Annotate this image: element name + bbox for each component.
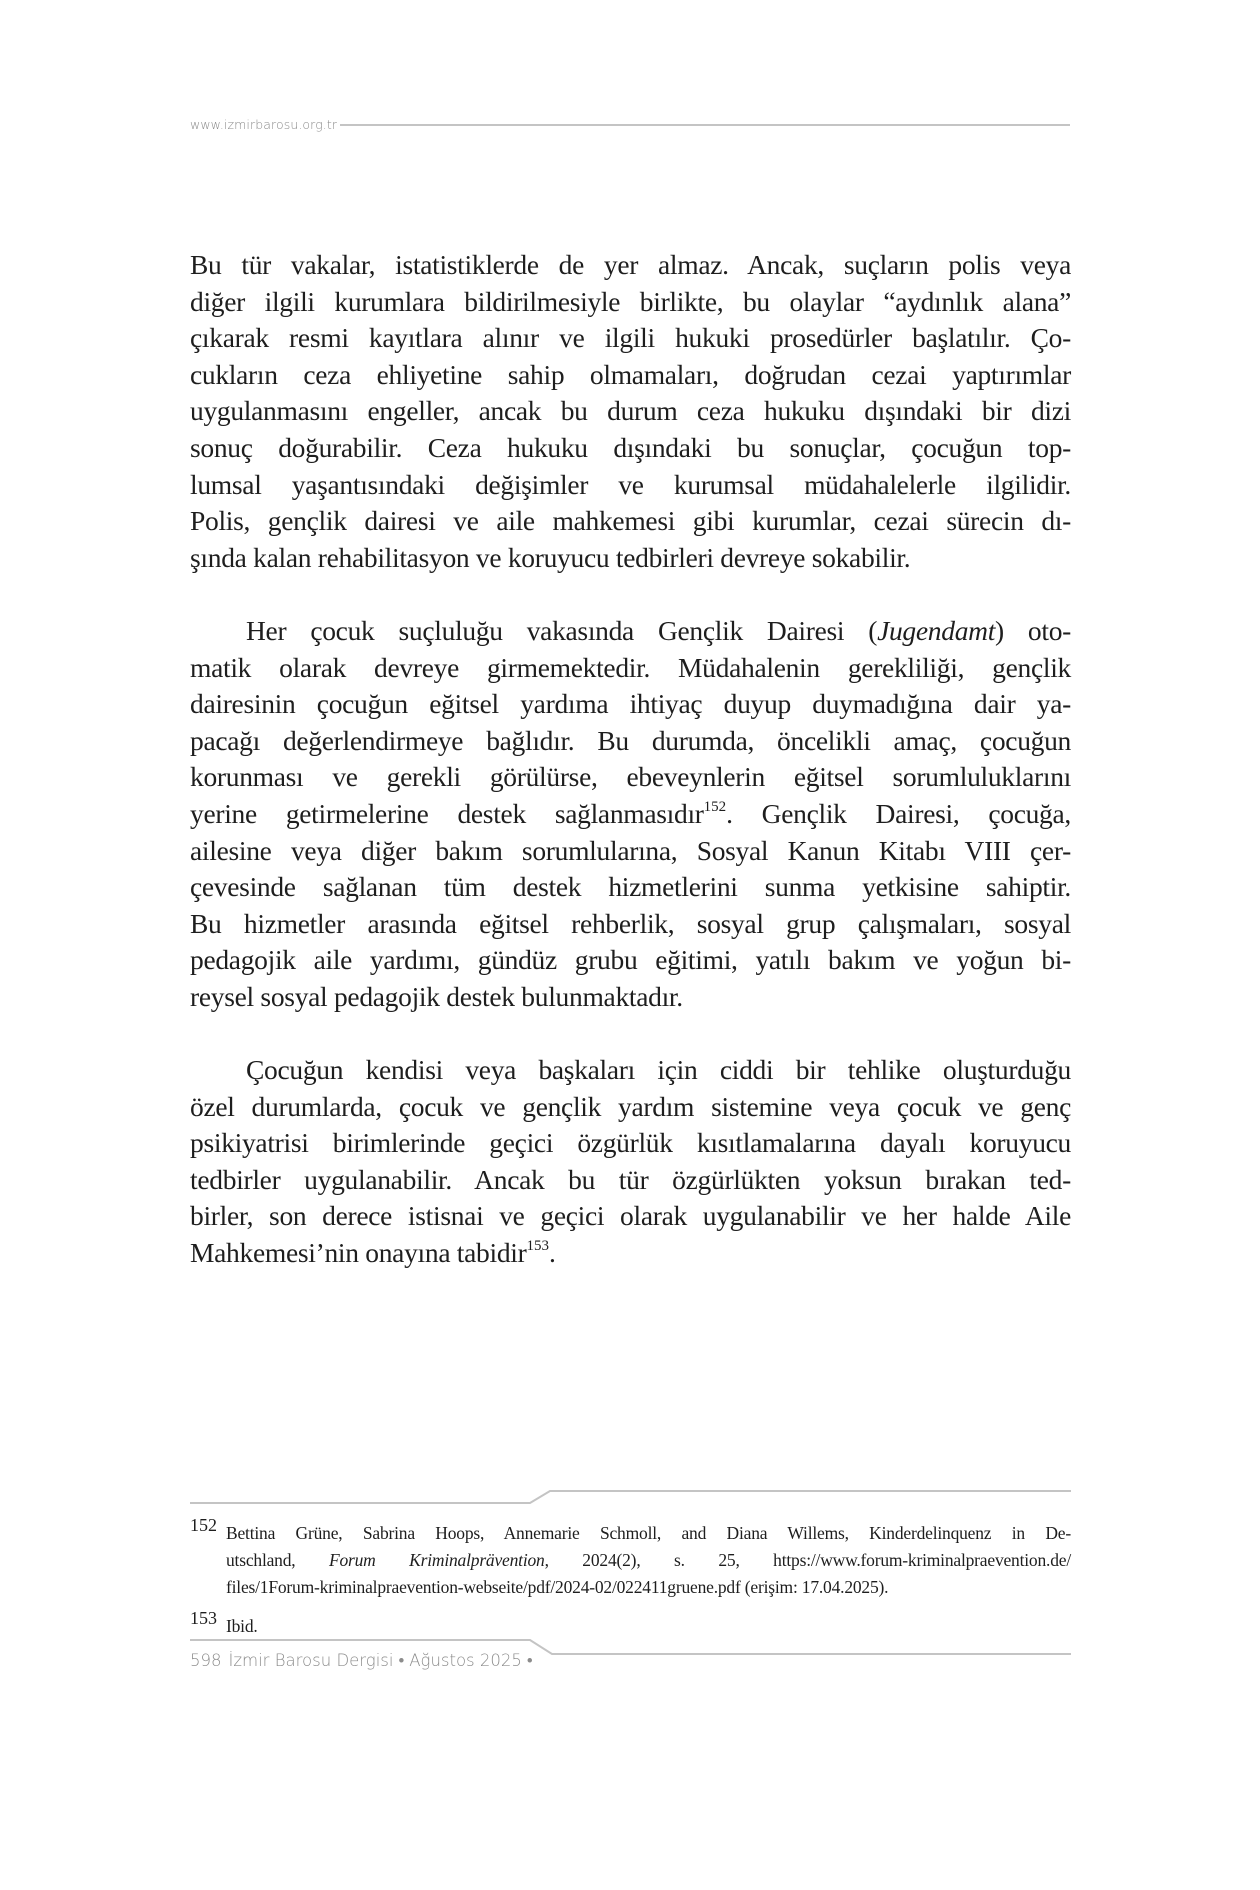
footnote-ref-152[interactable]: 152: [703, 798, 727, 815]
text-line: çıkarak resmi kayıtlara alınır ve ilgili hukuki prosedürler başlatılır. Ço-: [190, 322, 1071, 354]
footnote-153: [190, 1608, 1071, 1640]
footnote-line: [226, 1547, 1071, 1574]
text-line: Çocuğun kendisi veya başkaları için ciddi bir tehlike oluşturduğu: [246, 1054, 1071, 1086]
issue-date: Ağustos 2025: [409, 1651, 522, 1670]
text-line: pacağı değerlendirmeye bağlıdır. Bu durumda, öncelikli amaç, çocuğun: [190, 724, 1071, 756]
text-line: psikiyatrisi birimlerinde geçici özgürlük kısıtlamalarına dayalı koruyucu: [190, 1127, 1071, 1159]
paragraph: [190, 1052, 1071, 1272]
text-line: Polis, gençlik dairesi ve aile mahkemesi gibi kurumlar, cezai sürecin dı-: [190, 505, 1071, 537]
text-span: utschland,: [226, 1550, 329, 1570]
text-line: [190, 1235, 1071, 1272]
footnote-url-link[interactable]: files/1Forum-kriminalpraevention-webseite/pdf/2024-02/022411gruene.pdf (erişim: 17.04.2025).: [226, 1577, 889, 1597]
bullet-separator: •: [526, 1651, 533, 1670]
footnote-separator: [190, 1489, 1071, 1505]
paragraph-gap: [190, 576, 1071, 613]
paragraph: [190, 247, 1071, 576]
journal-title: Forum Kriminalprävention: [328, 1550, 545, 1570]
footnote-line: Ibid.: [226, 1616, 258, 1636]
text-line: matik olarak devreye girmemektedir. Müdahalenin gerekliliği, gençlik: [190, 651, 1071, 683]
text-span: ) oto-: [995, 614, 1071, 646]
text-span: Her çocuk suçluluğu vakasında Gençlik Dairesi (: [246, 614, 878, 646]
text-line: korunması ve gerekli görülürse, ebeveynlerin eğitsel sorumluluklarını: [190, 761, 1071, 793]
text-line: sonuç doğurabilir. Ceza hukuku dışındaki bu sonuçlar, çocuğun top-: [190, 431, 1071, 463]
text-line: birler, son derece istisnai ve geçici olarak uygulanabilir ve her halde Aile: [190, 1200, 1071, 1232]
text-span: yerine getirmelerine destek sağlanmasıdır: [190, 797, 704, 829]
footnote-line: Bettina Grüne, Sabrina Hoops, Annemarie Schmoll, and Diana Willems, Kinderdelinquenz in De-: [226, 1523, 1071, 1543]
footnote-152: [190, 1515, 1071, 1601]
text-line: Bu hizmetler arasında eğitsel rehberlik, sosyal grup çalışmaları, sosyal: [190, 907, 1071, 939]
text-line: lumsal yaşantısındaki değişimler ve kurumsal müdahalelerle ilgilidir.: [190, 468, 1071, 500]
footnote-number: 153: [190, 1608, 217, 1628]
text-span: . Gençlik Dairesi, çocuğa,: [726, 797, 1071, 829]
text-line: tedbirler uygulanabilir. Ancak bu tür özgürlükten yoksun bırakan ted-: [190, 1163, 1071, 1195]
page-number: 598: [190, 1651, 222, 1670]
footer-text: [190, 1651, 538, 1671]
footnotes: [190, 1515, 1071, 1640]
text-line: reysel sosyal pedagojik destek bulunmaktadır.: [190, 980, 683, 1012]
text-line: diğer ilgili kurumlara bildirilmesiyle birlikte, bu olaylar “aydınlık alana”: [190, 285, 1071, 317]
text-span: .: [549, 1237, 556, 1269]
article-body: [190, 247, 1071, 1272]
paragraph-gap: [190, 1015, 1071, 1052]
header-rule: [340, 124, 1070, 126]
header-url-link[interactable]: www.izmirbarosu.org.tr: [190, 116, 338, 132]
running-header: [190, 114, 1070, 134]
paragraph: [190, 613, 1071, 1016]
text-line: ailesine veya diğer bakım sorumlularına, Sosyal Kanun Kitabı VIII çer-: [190, 834, 1071, 866]
text-span: Mahkemesi’nin onayına tabidir: [190, 1237, 527, 1269]
text-line: pedagojik aile yardımı, gündüz grubu eğitimi, yatılı bakım ve yoğun bi-: [190, 944, 1071, 976]
footnote-number: 152: [190, 1515, 217, 1535]
text-line: şında kalan rehabilitasyon ve koruyucu tedbirleri devreye sokabilir.: [190, 541, 911, 573]
footnote-url-link[interactable]: , 2024(2), s. 25, https://www.forum-kriminalpraevention.de/: [544, 1550, 1071, 1570]
text-line: [190, 796, 1071, 833]
text-line: [190, 613, 1071, 650]
running-footer: [190, 1638, 1071, 1678]
bullet-separator: •: [398, 1651, 405, 1670]
footnote-ref-153[interactable]: 153: [526, 1238, 549, 1255]
text-line: çevesinde sağlanan tüm destek hizmetlerini sunma yetkisine sahiptir.: [190, 871, 1071, 903]
text-line: uygulanmasını engeller, ancak bu durum ceza hukuku dışındaki bir dizi: [190, 395, 1071, 427]
text-line: dairesinin çocuğun eğitsel yardıma ihtiyaç duyup duymadığına dair ya-: [190, 688, 1071, 720]
text-line: Bu tür vakalar, istatistiklerde de yer almaz. Ancak, suçların polis veya: [190, 249, 1071, 280]
text-line: özel durumlarda, çocuk ve gençlik yardım sistemine veya çocuk ve genç: [190, 1090, 1071, 1122]
text-line: cukların ceza ehliyetine sahip olmamaları, doğrudan cezai yaptırımlar: [190, 358, 1071, 390]
journal-name: İzmir Barosu Dergisi: [228, 1651, 394, 1670]
italic-term: Jugendamt: [877, 614, 996, 646]
